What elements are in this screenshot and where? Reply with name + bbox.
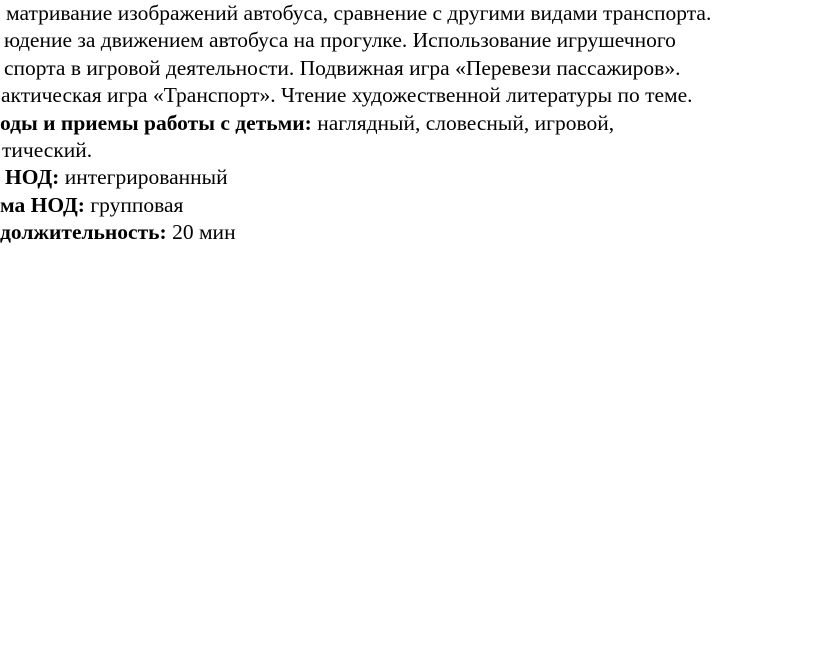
document-text [0,0,711,247]
methods-line [0,110,711,137]
nod-form-value: групповая [84,192,184,217]
text-line-6: тический. [2,137,93,162]
nod-type-value: интегрированный [59,165,228,190]
nod-form-line [0,192,711,219]
methods-label: оды и приемы работы с детьми: [0,110,312,135]
nod-type-line [5,164,711,191]
text-line-1: матривание изображений автобуса, сравнение с другими видами транспорта. [6,1,712,25]
methods-value: наглядный, словесный, игровой, [311,110,615,135]
text-line-2: юдение за движением автобуса на прогулке. Использование игрушечного [4,28,676,53]
text-line-3: спорта в игровой деятельности. Подвижная игра «Перевези пассажиров». [4,55,681,80]
text-line-4: актическая игра «Транспорт». Чтение художественной литературы по теме. [1,83,693,108]
duration-line [0,219,711,246]
nod-form-label: ма НОД: [0,192,85,217]
duration-value: 20 мин [166,220,236,245]
nod-type-label: НОД: [5,165,60,190]
duration-label: должительность: [0,220,167,245]
